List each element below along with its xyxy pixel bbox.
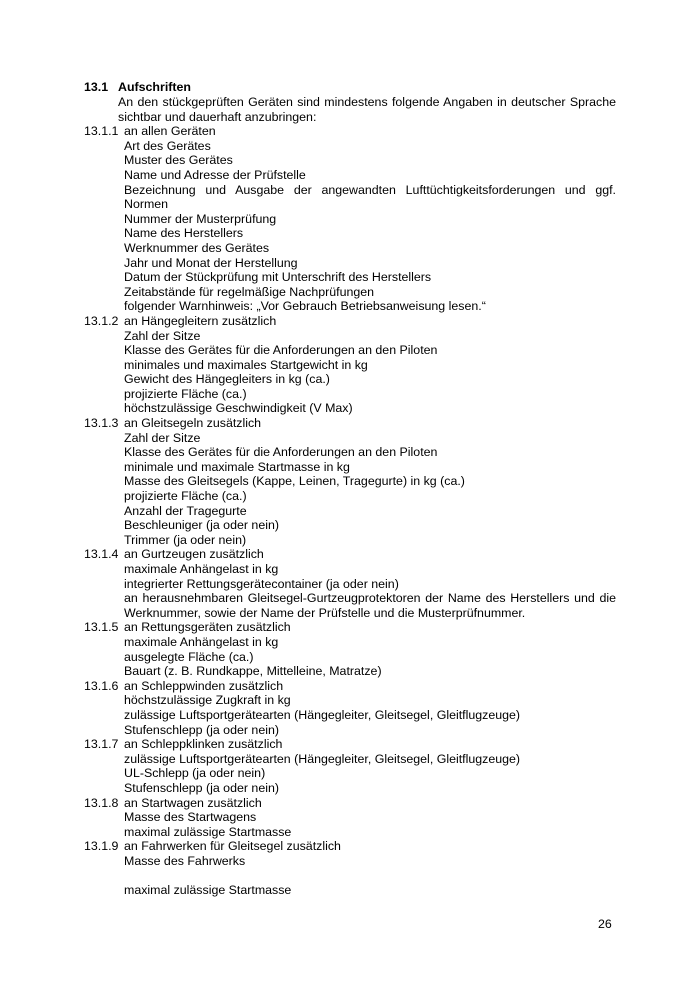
subsection-number: 13.1.2 — [84, 313, 119, 328]
subsection-heading — [84, 314, 616, 329]
list-item: höchstzulässige Zugkraft in kg — [124, 693, 291, 708]
subsection — [84, 547, 616, 620]
subsection-number: 13.1.7 — [84, 737, 119, 752]
list-item: höchstzulässige Geschwindigkeit (V Max) — [124, 401, 353, 416]
list-item: Jahr und Monat der Herstellung — [124, 255, 298, 270]
list-item: maximale Anhängelast in kg — [124, 634, 279, 649]
subsection-title: an Schleppwinden zusätzlich — [124, 678, 284, 693]
subsection-heading — [84, 679, 616, 694]
list-item: Art des Gerätes — [124, 138, 211, 153]
subsection-number: 13.1.9 — [84, 839, 119, 854]
list-item: integrierter Rettungsgerätecontainer (ja oder nein) — [124, 576, 399, 591]
list-item: Masse des Gleitsegels (Kappe, Leinen, Tragegurte) in kg (ca.) — [124, 474, 465, 489]
subsection-title: an Fahrwerken für Gleitsegel zusätzlich — [124, 839, 341, 854]
subsection-title: an Schleppklinken zusätzlich — [124, 737, 283, 752]
heading-title: Aufschriften — [118, 80, 191, 94]
list-item: Stufenschlepp (ja oder nein) — [124, 722, 279, 737]
subsection — [84, 416, 616, 547]
list-item: Zahl der Sitze — [124, 328, 201, 343]
subsection-heading — [84, 796, 616, 811]
list-item: Werknummer des Gerätes — [124, 240, 270, 255]
list-item: Zahl der Sitze — [124, 430, 201, 445]
list-item: Bauart (z. B. Rundkappe, Mittelleine, Matratze) — [124, 664, 382, 679]
list-item: Gewicht des Hängegleiters in kg (ca.) — [124, 372, 330, 387]
list-item: maximal zulässige Startmasse — [124, 824, 292, 839]
list-item: folgender Warnhinweis: „Vor Gebrauch Betriebsanweisung lesen.“ — [124, 299, 486, 314]
subsection-heading — [84, 547, 616, 562]
subsection-number: 13.1.5 — [84, 620, 119, 635]
subsection-title: an Hängegleitern zusätzlich — [124, 313, 277, 328]
list-item: Klasse des Gerätes für die Anforderungen an den Piloten — [124, 343, 438, 358]
subsection — [84, 679, 616, 737]
list-item: Name des Herstellers — [124, 226, 244, 241]
subsection-heading — [84, 839, 616, 854]
document-body — [84, 80, 616, 898]
list-item: Masse des Startwagens — [124, 810, 257, 825]
list-item: Trimmer (ja oder nein) — [124, 532, 247, 547]
page-number: 26 — [598, 917, 612, 931]
list-item: Nummer der Musterprüfung — [124, 211, 277, 226]
list-item: Datum der Stückprüfung mit Unterschrift des Herstellers — [124, 270, 432, 285]
intro-paragraph: An den stückgeprüften Geräten sind mindestens folgende Angaben in deutscher Sprache sichtbar und dauerhaft anzubringen: — [118, 95, 616, 124]
list-item: Masse des Fahrwerks — [124, 853, 246, 868]
subsection-heading — [84, 416, 616, 431]
subsection-title: an Gleitsegeln zusätzlich — [124, 416, 262, 431]
list-item: Zeitabstände für regelmäßige Nachprüfungen — [124, 284, 375, 299]
list-item: ausgelegte Fläche (ca.) — [124, 649, 254, 664]
subsection-heading — [84, 737, 616, 752]
subsection-title: an Gurtzeugen zusätzlich — [124, 547, 264, 562]
list-item: UL-Schlepp (ja oder nein) — [124, 766, 266, 781]
list-item: Anzahl der Tragegurte — [124, 503, 247, 518]
subsection-heading — [84, 620, 616, 635]
list-item: Beschleuniger (ja oder nein) — [124, 518, 279, 533]
subsection-title: an Rettungsgeräten zusätzlich — [124, 620, 291, 635]
list-item: projizierte Fläche (ca.) — [124, 489, 247, 504]
list-item: zulässige Luftsportgerätearten (Hängegleiter, Gleitsegel, Gleitflugzeuge) — [124, 707, 521, 722]
list-item: an herausnehmbaren Gleitsegel-Gurtzeugprotektoren der Name des Herstellers und die Werknummer, sowie der Name der Prüfstelle und die Musterprüfnummer. — [124, 591, 616, 620]
subsection-number: 13.1.1 — [84, 124, 119, 139]
subsection-number: 13.1.4 — [84, 547, 119, 562]
section-heading — [84, 80, 616, 95]
list-item: minimales und maximales Startgewicht in kg — [124, 357, 368, 372]
list-item: Bezeichnung und Ausgabe der angewandten Lufttüchtigkeitsforderungen und ggf. Normen — [124, 182, 616, 212]
subsection-heading — [84, 124, 616, 139]
list-item: Muster des Gerätes — [124, 153, 233, 168]
subsection — [84, 839, 616, 868]
subsection — [84, 737, 616, 795]
heading-number: 13.1 — [84, 80, 109, 94]
list-item: minimale und maximale Startmasse in kg — [124, 459, 350, 474]
subsection — [84, 796, 616, 840]
subsection-title: an allen Geräten — [124, 124, 216, 139]
list-item: zulässige Luftsportgerätearten (Hängegleiter, Gleitsegel, Gleitflugzeuge) — [124, 751, 521, 766]
subsection-number: 13.1.8 — [84, 795, 119, 810]
list-item-trailing: maximal zulässige Startmasse — [124, 883, 292, 898]
list-item: maximale Anhängelast in kg — [124, 562, 279, 576]
sections-list — [84, 124, 616, 868]
subsection-number: 13.1.3 — [84, 416, 119, 431]
subsection-title: an Startwagen zusätzlich — [124, 795, 262, 810]
subsection-number: 13.1.6 — [84, 678, 119, 693]
subsection — [84, 620, 616, 678]
subsection — [84, 124, 616, 314]
list-item: Name und Adresse der Prüfstelle — [124, 167, 306, 182]
list-item: projizierte Fläche (ca.) — [124, 386, 247, 401]
list-item: Stufenschlepp (ja oder nein) — [124, 780, 279, 795]
subsection — [84, 314, 616, 416]
blank-line — [84, 868, 616, 883]
list-item: Klasse des Gerätes für die Anforderungen an den Piloten — [124, 445, 438, 460]
